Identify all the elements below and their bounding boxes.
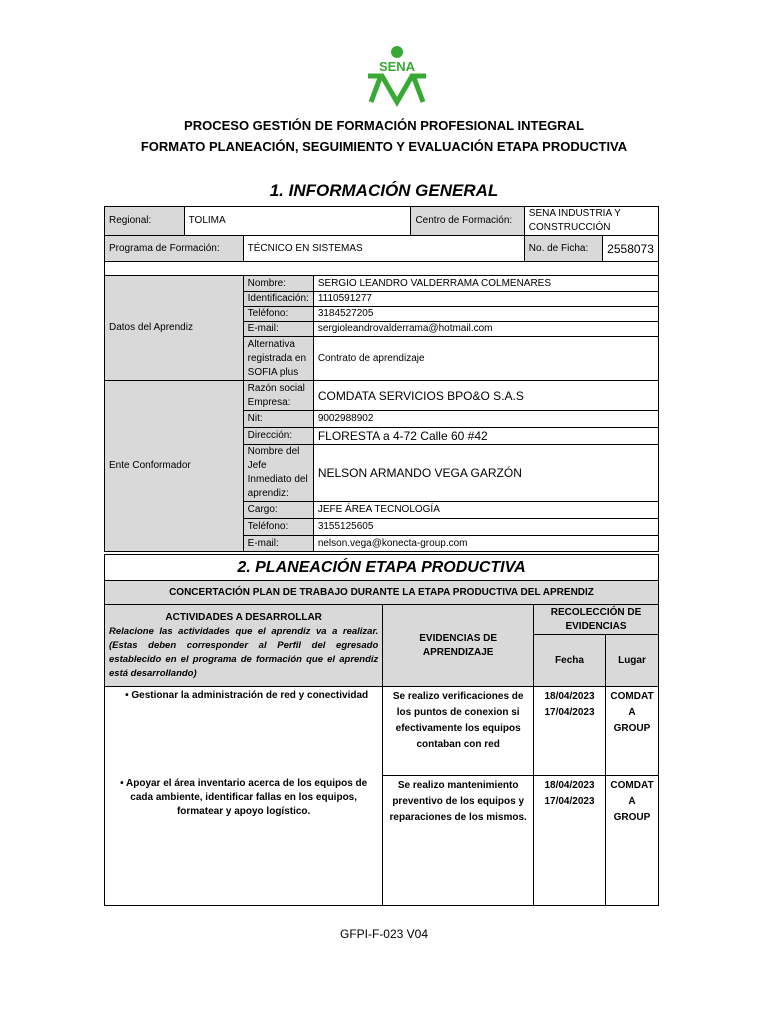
aprendiz-value: 3184527205 [313, 307, 658, 322]
centro-value: SENA INDUSTRIA Y CONSTRUCCIÓN [524, 207, 658, 236]
aprendiz-label: Identificación: [243, 292, 313, 307]
date-cell: 18/04/2023 17/04/2023 [534, 776, 606, 906]
regional-label: Regional: [105, 207, 185, 236]
aprendiz-label: Teléfono: [243, 307, 313, 322]
ente-group-label: Ente Conformador [105, 381, 244, 552]
ente-label: Cargo: [243, 502, 313, 519]
sena-logo [362, 44, 432, 108]
section2-subtitle: CONCERTACIÓN PLAN DE TRABAJO DURANTE LA ETAPA PRODUCTIVA DEL APRENDIZ [105, 581, 659, 605]
aprendiz-group-label: Datos del Aprendiz [105, 276, 244, 381]
place-header: Lugar [605, 635, 658, 687]
ente-value: NELSON ARMANDO VEGA GARZÓN [313, 445, 658, 502]
ente-value: 9002988902 [313, 411, 658, 428]
planning-table [104, 554, 659, 906]
ente-label: Teléfono: [243, 519, 313, 536]
ente-value: FLORESTA a 4-72 Calle 60 #42 [313, 428, 658, 445]
regional-value: TOLIMA [184, 207, 411, 236]
ente-value: 3155125605 [313, 519, 658, 536]
activities-title: ACTIVIDADES A DESARROLLAR [165, 611, 322, 623]
ente-value: COMDATA SERVICIOS BPO&O S.A.S [313, 381, 658, 411]
ente-label: Razón social Empresa: [243, 381, 313, 411]
ficha-value: 2558073 [603, 236, 659, 262]
date-cell: 18/04/2023 17/04/2023 [534, 687, 606, 776]
process-title: PROCESO GESTIÓN DE FORMACIÓN PROFESIONAL INTEGRAL [184, 118, 584, 133]
aprendiz-value: SERGIO LEANDRO VALDERRAMA COLMENARES [313, 276, 658, 292]
activities-header [105, 605, 383, 687]
format-title: FORMATO PLANEACIÓN, SEGUIMIENTO Y EVALUACIÓN ETAPA PRODUCTIVA [140, 139, 628, 154]
evidence-header: EVIDENCIAS DE APRENDIZAJE [383, 605, 534, 687]
logo-text: SENA [378, 59, 416, 74]
aprendiz-label: Nombre: [243, 276, 313, 292]
date-header: Fecha [534, 635, 606, 687]
evidence-value: Se realizo verificaciones de los puntos de conexion si efectivamente los equipos contaban con red [383, 687, 534, 776]
aprendiz-value: 1110591277 [313, 292, 658, 307]
section2-title: 2. PLANEACIÓN ETAPA PRODUCTIVA [105, 555, 659, 581]
ente-label: Nit: [243, 411, 313, 428]
list-item: • Gestionar la administración de red y conectividad [125, 690, 369, 701]
activities-note: Relacione las actividades que el aprendiz va a realizar. (Estas deben corresponder al Perfil del egresado establecido en el programa de formación que el aprendiz está desarrollando) [109, 625, 379, 679]
ente-label: E-mail: [243, 536, 313, 552]
ente-label: Nombre del Jefe Inmediato del aprendiz: [243, 445, 313, 502]
aprendiz-label: Alternativa registrada en SOFIA plus [243, 337, 313, 381]
aprendiz-label: E-mail: [243, 322, 313, 337]
place-value: COMDAT A GROUP [605, 687, 658, 776]
form-code: GFPI-F-023 V04 [339, 927, 429, 941]
aprendiz-value: Contrato de aprendizaje [313, 337, 658, 381]
list-item: • Apoyar el área inventario acerca de los equipos de cada ambiente, identificar fallas en los equipos, formatear y apoyo logístico. [120, 778, 368, 817]
spacer-row [105, 262, 659, 276]
centro-label: Centro de Formación: [411, 207, 524, 236]
section1-title: 1. INFORMACIÓN GENERAL [269, 181, 499, 200]
aprendiz-value: sergioleandrovalderrama@hotmail.com [313, 322, 658, 337]
programa-value: TÉCNICO EN SISTEMAS [243, 236, 524, 262]
place-value: COMDAT A GROUP [605, 776, 658, 906]
programa-label: Programa de Formación: [105, 236, 244, 262]
evidence-value: Se realizo mantenimiento preventivo de los equipos y reparaciones de los mismos. [383, 776, 534, 906]
activities-cell [105, 687, 383, 906]
ente-value: nelson.vega@konecta-group.com [313, 536, 658, 552]
ficha-label: No. de Ficha: [524, 236, 602, 262]
ente-label: Dirección: [243, 428, 313, 445]
ente-value: JEFE ÁREA TECNOLOGÍA [313, 502, 658, 519]
general-info-table [104, 206, 659, 552]
collection-header: RECOLECCIÓN DE EVIDENCIAS [534, 605, 659, 635]
